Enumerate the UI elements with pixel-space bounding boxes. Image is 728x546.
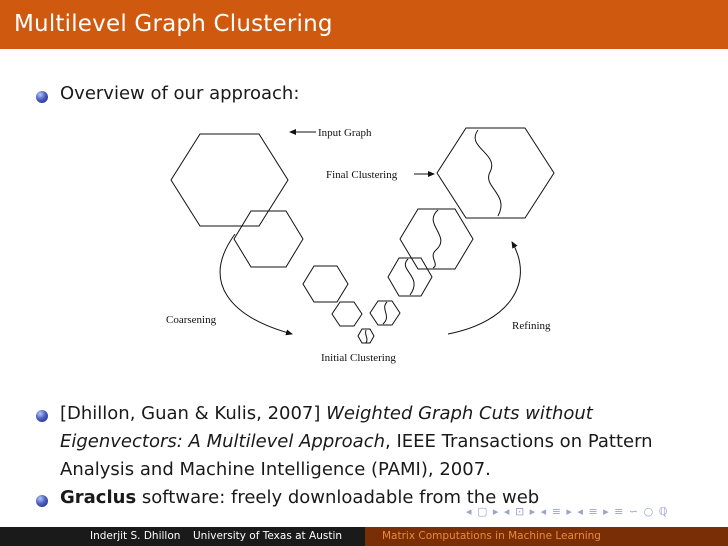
footer-right bbox=[365, 527, 728, 546]
bullet-overview: Overview of our approach: bbox=[60, 83, 300, 104]
hexagon-level-1 bbox=[234, 211, 303, 267]
multilevel-diagram bbox=[140, 112, 580, 374]
navigation-symbols[interactable]: ◂ ▢ ▸ ◂ ⊡ ▸ ◂ ≡ ▸ ◂ ≡ ▸ ≡ ∽ ○ ℚ bbox=[466, 505, 669, 518]
footer-talk-title: Matrix Computations in Machine Learning bbox=[382, 530, 601, 542]
hexagon-refine-2 bbox=[388, 258, 432, 296]
reference-venue: , IEEE Transactions on Pattern bbox=[385, 431, 653, 452]
reference-title-part1: Weighted Graph Cuts without bbox=[326, 403, 593, 424]
hexagon-refine-1 bbox=[400, 209, 473, 269]
hexagon-final bbox=[437, 128, 554, 218]
hexagon-level-2 bbox=[303, 266, 348, 302]
reference-title-part2: Eigenvectors: A Multilevel Approach bbox=[60, 431, 386, 452]
bullet-icon bbox=[36, 410, 48, 422]
label-final-clustering: Final Clustering bbox=[326, 169, 398, 181]
bullet-icon bbox=[36, 91, 48, 103]
bullet-icon bbox=[36, 495, 48, 507]
graclus-name: Graclus bbox=[60, 487, 137, 508]
graclus-description: software: freely downloadable from the web bbox=[136, 487, 540, 508]
footer-left bbox=[0, 527, 365, 546]
reference-line-2 bbox=[60, 431, 653, 452]
hexagon-level-3 bbox=[332, 302, 362, 326]
footer-bar bbox=[0, 527, 728, 546]
label-input-graph: Input Graph bbox=[318, 127, 372, 139]
footer-affiliation: University of Texas at Austin bbox=[193, 530, 343, 542]
reference-authors: [Dhillon, Guan & Kulis, 2007] bbox=[60, 403, 327, 424]
slide-title: Multilevel Graph Clustering bbox=[14, 11, 333, 37]
label-coarsening: Coarsening bbox=[166, 314, 217, 326]
reference-line-1 bbox=[60, 403, 593, 424]
label-refining: Refining bbox=[512, 320, 551, 332]
footer-author: Inderjit S. Dhillon bbox=[90, 530, 181, 542]
title-bar bbox=[0, 0, 728, 49]
label-initial-clustering: Initial Clustering bbox=[321, 352, 396, 364]
reference-line-3: Analysis and Machine Intelligence (PAMI), 2007. bbox=[60, 459, 491, 480]
hexagon-level-0 bbox=[171, 134, 288, 226]
